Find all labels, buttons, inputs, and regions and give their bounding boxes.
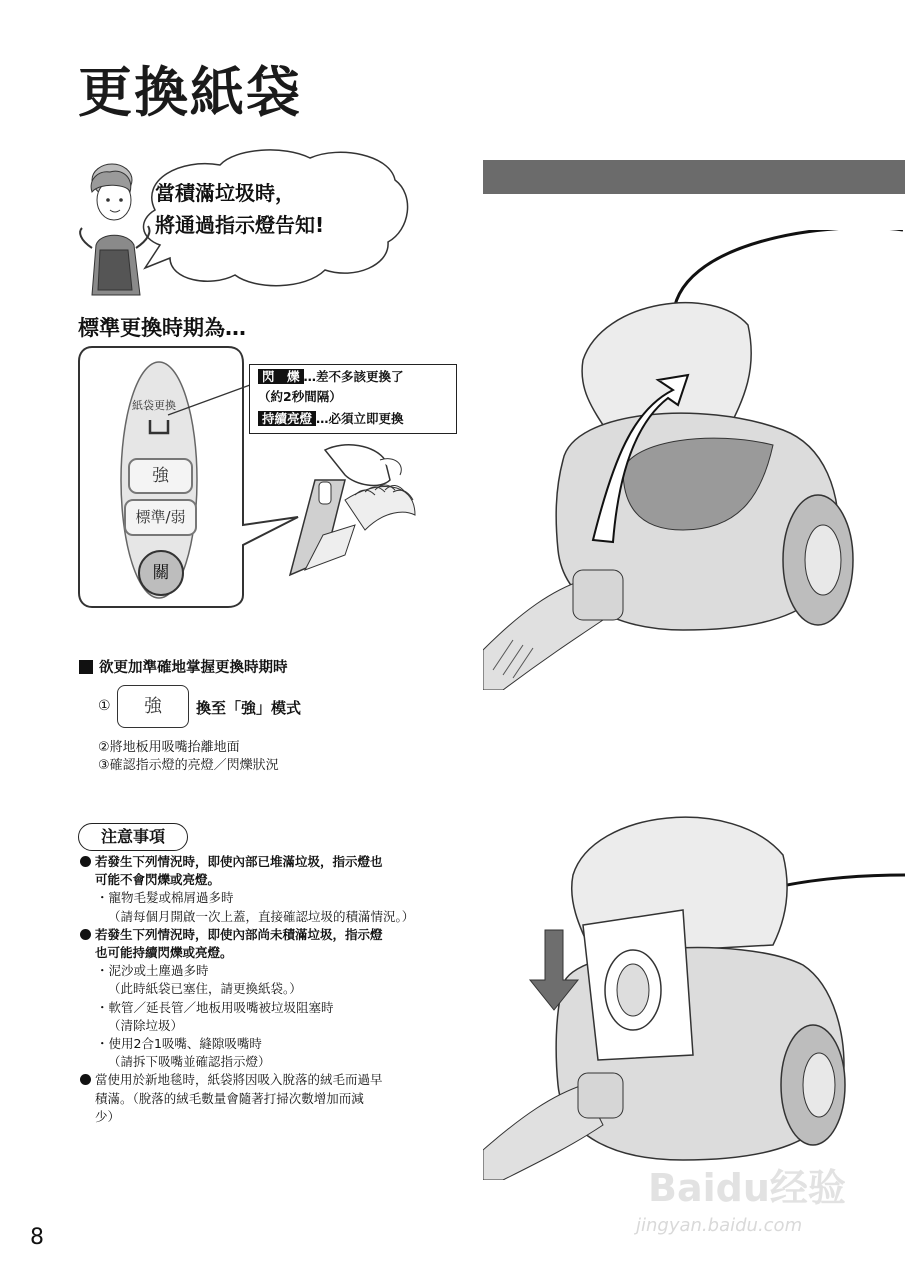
caution-item-2: 若發生下列情況時，即使內部尚未積滿垃圾，指示燈 xyxy=(80,926,460,944)
bag-replace-label: 紙袋更換 xyxy=(132,399,176,412)
bullet-dot-icon xyxy=(80,856,91,867)
bullet-dot-icon xyxy=(80,1074,91,1085)
page-number: 8 xyxy=(30,1225,44,1250)
watermark-url: jingyan.baidu.com xyxy=(636,1215,803,1236)
section-header-bar xyxy=(483,160,905,194)
page-title: 更換紙袋 xyxy=(78,61,302,124)
caution-item-3: 當使用於新地毯時，紙袋將因吸入脫落的絨毛而過早 xyxy=(80,1071,460,1089)
watermark-brand: Baidu经验 xyxy=(648,1166,846,1210)
bubble-text xyxy=(155,177,324,241)
woman-figure xyxy=(80,164,149,295)
step1-strong-button: 強 xyxy=(117,685,189,728)
caution-item-1: 若發生下列情況時，即使內部已堆滿垃圾，指示燈也 xyxy=(80,853,460,871)
caution-list: 若發生下列情況時，即使內部已堆滿垃圾，指示燈也 可能不會閃爍或亮燈。 ・寵物毛髮或棉屑過多時 （請每個月開啟一次上蓋，直接確認垃圾的積滿情況。） 若發生下列情況時，即使內部尚未積滿垃圾，指示燈 也可能持續閃爍或亮燈。 ・泥沙或土塵過多時 （此時紙袋已塞住，請更換紙袋。） ・軟管／延長管／地板用吸嘴被垃圾阻塞時 （清除垃圾） ・使用2合1吸嘴、縫隙吸嘴時 （請拆下吸嘴並確認指示燈） 當使用於新地毯時，紙袋將因吸入脫落的絨毛而過早 積滿。（脫落的絨毛數量會隨著打掃次數增加而減 少） xyxy=(80,853,460,1126)
square-bullet-icon xyxy=(79,660,93,674)
steady-text: …必須立即更換 xyxy=(316,411,404,426)
flash-interval: （約2秒間隔） xyxy=(258,389,342,404)
off-button[interactable]: 關 xyxy=(138,550,184,596)
vacuum-open-lid-illustration xyxy=(483,230,905,690)
step2-text: ②將地板用吸嘴抬離地面 xyxy=(98,740,240,755)
caution-title: 注意事項 xyxy=(78,823,188,851)
step1-text: 換至「強」模式 xyxy=(196,699,302,717)
step3-text: ③確認指示燈的亮燈／閃爍狀況 xyxy=(98,758,279,773)
steady-tag: 持續亮燈 xyxy=(258,411,316,426)
bubble-line-2: 將通過指示燈告知! xyxy=(155,213,325,237)
step1-number: ① xyxy=(98,698,111,714)
hose-handle-illustration xyxy=(285,440,460,585)
bullet-dot-icon xyxy=(80,929,91,940)
strong-button[interactable]: 強 xyxy=(128,458,193,494)
indicator-legend xyxy=(249,364,457,434)
flash-text: …差不多該更換了 xyxy=(303,369,404,384)
vacuum-bag-insert-illustration xyxy=(483,805,905,1180)
flash-tag: 閃 爍 xyxy=(258,369,304,384)
accurate-section-heading: 欲更加準確地掌握更換時期時 xyxy=(79,656,288,677)
standard-heading: 標準更換時期為… xyxy=(78,316,246,340)
bubble-line-1: 當積滿垃圾時， xyxy=(155,181,295,205)
standard-weak-button[interactable]: 標準/弱 xyxy=(124,499,197,536)
